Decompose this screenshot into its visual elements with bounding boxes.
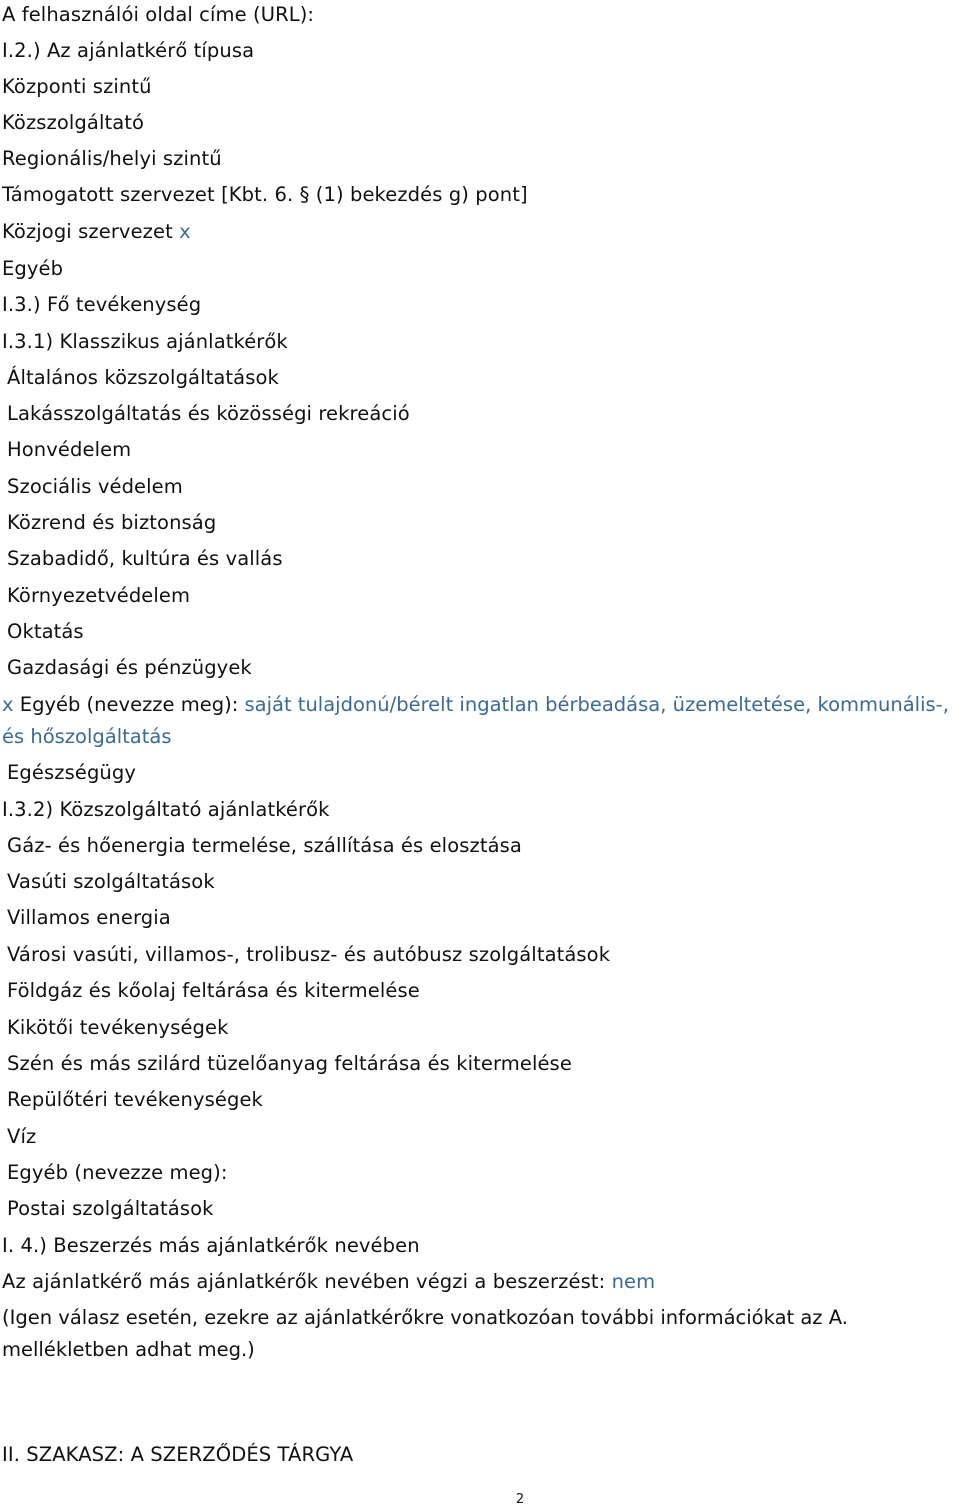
kozjogi-selected-mark: x <box>179 220 191 243</box>
activity-item: Oktatás <box>7 620 84 643</box>
activity-item: Általános közszolgáltatások <box>7 366 279 389</box>
section-i31-heading: I.3.1) Klasszikus ajánlatkérők <box>2 330 288 353</box>
url-line: A felhasználói oldal címe (URL): <box>2 3 315 26</box>
type-item: Támogatott szervezet [Kbt. 6. § (1) bekezdés g) pont] <box>2 183 528 206</box>
utility-item: Szén és más szilárd tüzelőanyag feltárása és kitermelése <box>7 1052 572 1075</box>
type-item: Közszolgáltató <box>2 111 145 134</box>
utility-item: Egyéb (nevezze meg): <box>7 1161 228 1184</box>
utility-item: Gáz- és hőenergia termelése, szállítása és elosztása <box>7 834 522 857</box>
page-number: 2 <box>515 1492 525 1507</box>
other-selected-mark: x <box>2 693 14 716</box>
type-item-kozjogi <box>2 219 191 245</box>
activity-item: Egészségügy <box>7 761 137 784</box>
utility-item: Postai szolgáltatások <box>7 1197 214 1220</box>
activity-item: Lakásszolgáltatás és közösségi rekreáció <box>7 402 410 425</box>
section-i2-heading: I.2.) Az ajánlatkérő típusa <box>2 39 255 62</box>
kozjogi-label: Közjogi szervezet <box>2 220 173 243</box>
section-i4-heading: I. 4.) Beszerzés más ajánlatkérők nevében <box>2 1234 420 1257</box>
utility-item: Víz <box>7 1125 37 1148</box>
utility-item: Földgáz és kőolaj feltárása és kitermelése <box>7 979 420 1002</box>
utility-item: Városi vasúti, villamos-, trolibusz- és autóbusz szolgáltatások <box>7 943 611 966</box>
other-value: saját tulajdonú/bérelt ingatlan bérbeadása, üzemeltetése, kommunális-, és hőszolgáltatás <box>2 693 949 748</box>
other-label: Egyéb (nevezze meg): <box>19 693 239 716</box>
type-item: Egyéb <box>2 257 64 280</box>
activity-item: Szociális védelem <box>7 475 183 498</box>
activity-item: Közrend és biztonság <box>7 511 217 534</box>
procurement-answer: nem <box>611 1270 656 1293</box>
activity-item: Honvédelem <box>7 438 132 461</box>
activity-item-other <box>2 689 957 753</box>
type-item: Központi szintű <box>2 75 152 98</box>
utility-item: Vasúti szolgáltatások <box>7 870 215 893</box>
activity-item: Környezetvédelem <box>7 584 191 607</box>
procurement-question <box>2 1269 655 1295</box>
utility-item: Repülőtéri tevékenységek <box>7 1088 263 1111</box>
section-i32-heading: I.3.2) Közszolgáltató ajánlatkérők <box>2 798 330 821</box>
type-item: Regionális/helyi szintű <box>2 147 222 170</box>
activity-item: Szabadidő, kultúra és vallás <box>7 547 283 570</box>
activity-item: Gazdasági és pénzügyek <box>7 656 252 679</box>
section-i3-heading: I.3.) Fő tevékenység <box>2 293 202 316</box>
section-ii-heading: II. SZAKASZ: A SZERZŐDÉS TÁRGYA <box>2 1443 354 1466</box>
procurement-note: (Igen válasz esetén, ezekre az ajánlatkérőkre vonatkozóan további információkat az A. mellékletben adhat meg.) <box>2 1306 848 1361</box>
utility-item: Villamos energia <box>7 906 171 929</box>
procurement-question-text: Az ajánlatkérő más ajánlatkérők nevében végzi a beszerzést: <box>2 1270 606 1293</box>
utility-item: Kikötői tevékenységek <box>7 1016 229 1039</box>
